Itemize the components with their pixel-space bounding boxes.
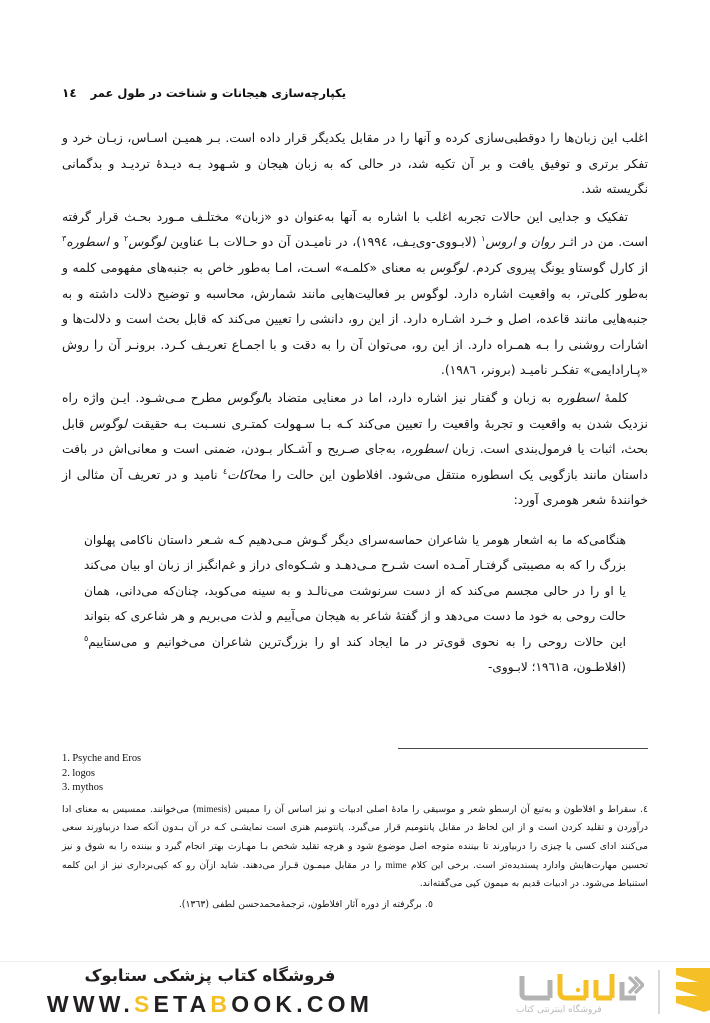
fn4-term-mime: mime <box>385 860 407 871</box>
footnote-marker-3: ٣ <box>62 234 67 244</box>
footnote-marker-5: ٥ <box>84 633 89 643</box>
body-content <box>62 126 648 680</box>
bottom-banner <box>0 960 710 1023</box>
block-quote-citation: (افلاطـون، ۱۹٦۱a؛ لابـووی- <box>488 659 626 674</box>
footnote-item-2: 2. logos <box>62 767 95 779</box>
p2-seg-e: و <box>108 235 125 250</box>
p2-seg-g: از کارل گوستاو یونگ پیروی کردم. <box>467 260 649 275</box>
banner-logo-group <box>458 966 710 1018</box>
italic-term-mythos-1: اسطوره <box>66 235 109 250</box>
p2-seg-i: به معنای «کلمـه» اسـت، امـا به‌طور خاص به جنبه‌های مفهومی کلمه و به‌طور کلی‌تر، به واقعیت اشاره دارد. لوگوس بر فعالیت‌هایی مانند شمارش، محاسبه و توضیح دلالت داشته و به جنبه‌هایی مانند قاعده، اصل و خـرد اشـاره دارد. از این رو، دانشی را تعیین می‌کند که قابل بحث است و دلالت‌ها و اشارات روشنی را بـه همـراه دارد. از این رو، می‌توان آن را به دقت و با اجمـاع تعریـف کـرد. برونـر آن را روش «پـارادایمی» تفکـر نامیـد (برونر، ۱۹۸٦). <box>62 260 648 378</box>
url-letters-ook-com: OOK.COM <box>231 991 374 1018</box>
url-letter-s: S <box>133 991 154 1018</box>
paragraph-3 <box>62 386 648 514</box>
running-head <box>62 86 648 100</box>
footnote-item-5 <box>62 896 648 915</box>
italic-term-logos-2: لوگوس <box>430 260 468 275</box>
italic-term-mythos-3: اسطوره <box>404 442 448 457</box>
p3-seg-k: نامید و در تعریف آن مثالی از خوانندۀ شعر هومری آورد: <box>62 467 648 508</box>
italic-term-logos-4: لوگوس <box>89 416 127 431</box>
footnote-separator <box>398 748 648 749</box>
p2-seg-a: تفکیک و جدایی این حالات تجربه اغلب با اشاره به آنها به‌عنوان دو «زبان» مختلـف مـورد بحـث قرار گرفته است. من در اثـر <box>62 209 648 250</box>
p3-seg-a: کلمۀ <box>599 390 628 405</box>
italic-term-logos-3: لوگوس <box>227 390 265 405</box>
paragraph-1-text: اغلب این زبان‌ها را دوقطبی‌سازی کرده و آنها را در مقابل یکدیگر قرار داده است. بـر همیـن اسـاس، زبـان خرد و تفکر برتری و توفیق یافت و بر آن تکیه شد، در حالی که به زبان هیجان و شـهود بـه دیـدۀ تردیـد و بدگمانی نگریسته شد. <box>62 131 648 197</box>
footnote-item-1: 1. Psyche and Eros <box>62 753 142 764</box>
banner-text-group <box>0 966 458 1019</box>
footnote-marker-4: ٤ <box>222 466 228 476</box>
footnote-item-3: 3. mythos <box>62 782 103 794</box>
fn4-seg-1: ٤. سقراط و افلاطون و به‌تبع آن ارسطو شعر و موسیقی را مادۀ اصلی ادبیات و نیز اساس آن را ممیس ( <box>227 803 648 815</box>
url-prefix: WWW. <box>46 991 134 1018</box>
chevron-logo-icon <box>674 966 710 1018</box>
italic-term-mimesis: محاکات <box>227 467 267 482</box>
url-letters-eta: ETA <box>153 991 211 1018</box>
italic-term-psyche-eros: روان و اروس <box>485 235 556 250</box>
footnote-marker-2: ٢ <box>124 234 129 244</box>
url-letter-b: B <box>210 991 232 1018</box>
block-quote-text: هنگامی‌که ما به اشعار هومر یا شاعران حماسه‌سرای دیگر گـوش مـی‌دهیم کـه شـعر داستان ناکامی پهلوان بزرگ را که به مصیبتی گرفتـار آمـده است شـرح مـی‌دهـد و شـکوه‌ای دراز و غم‌انگیز از زبان او بیان می‌کند یا او را در حالی مجسم می‌کند که از دست سرنوشت می‌نالـد و به سینه می‌کوبد، چنان‌که می‌دانی، همان حالت روحی به خود ما دست می‌دهد و از گفتۀ شاعر به هیجان می‌آییم و لذت می‌بریم و هر شاعری که بتواند این حالات روحی را به نحوی قوی‌تر در ما ایجاد کند او را بزرگ‌ترین شاعران می‌خوانیم و می‌ستاییم <box>84 532 626 649</box>
p3-seg-e: مطرح مـی‌شـود. ایـن واژه راه نزدیک شدن به واقعیت و تجربۀ واقعیت را تعیین می‌کند کـه بـا سـهولت کمتـری نسـبت بـه حقیقت <box>62 390 648 431</box>
footnote-marker-1: ١ <box>481 234 486 244</box>
p2-seg-c: (لابـووی-وی‌یـف، ۱۹۹٤)، در نامیـدن آن دو حـالات بـا عناوین <box>165 235 482 250</box>
p3-seg-g: قابل بحث، اثبات یا فرمول‌بندی است. زبان <box>62 416 648 457</box>
paragraph-2 <box>62 205 648 384</box>
banner-website-url[interactable] <box>47 991 373 1018</box>
paragraph-1 <box>62 126 648 203</box>
logo-tagline: فروشگاه اینترنتی کتاب <box>516 1004 602 1015</box>
footnote-latin-list <box>62 752 648 796</box>
fn4-seg-3: را در مقابل میمـون قـرار می‌دهند. شاید ازآن رو که کپی‌برداری نیز از این کلمه استنباط می‌شود. در ادبیات قدیم به میمون کپی می‌گفته‌اند. <box>62 859 648 890</box>
p3-seg-c: به زبان و گفتار نیز اشاره دارد، اما در معنایی متضاد با <box>264 390 557 405</box>
footnote-item-5-text: ٥. برگرفته از دوره آثار افلاطون، ترجمۀ‌محمدحسن لطفی (۱۳٦۳). <box>178 898 433 910</box>
fn4-term-mimesis: mimesis <box>196 804 228 815</box>
block-quote <box>84 528 626 680</box>
footnote-item-4 <box>62 801 648 894</box>
setabook-wordmark-logo <box>516 970 644 1015</box>
fn4-seg-2: ) می‌خوانند. ممسیس به معنای ادا درآوردن و تقلید کردن است و از این لحاظ در مقابل پانتومیم قرار می‌گیرد. پانتومیم هنری است نمایشـی کـه در آن بـدون آنکه صدا دربیاورند سعی می‌کنند ادای کسی یا چیزی را دربیاورند تا بیننده متوجه اصل موضوع شود و هرچه تقلید شخص بـا مهـارت بهتر انجام گیرد و بیننده را به شوق و نیز تحسین مهارت‌هایش وادارد پسندیده‌تر است. برخی این کلام <box>62 803 649 871</box>
logo-divider <box>658 970 660 1014</box>
italic-term-logos-1: لوگوس <box>128 235 166 250</box>
italic-term-mythos-2: اسطوره <box>556 390 600 405</box>
footnotes-block <box>62 752 648 914</box>
banner-shop-name: فروشگاه کتاب پزشکی ستابوک <box>84 965 336 985</box>
running-head-title: یکپارچه‌سازی هیجانات و شناخت در طول عمر <box>90 86 347 100</box>
p3-seg-i: ، به‌جای صـریح و آشـکار بـودن، ضمنی است و معانی‌اش در بافت داستان مانند بازگویی یک اسطوره منتقل می‌شود. افلاطون این حالت را <box>62 442 648 482</box>
page-number: ١٤ <box>62 86 77 100</box>
